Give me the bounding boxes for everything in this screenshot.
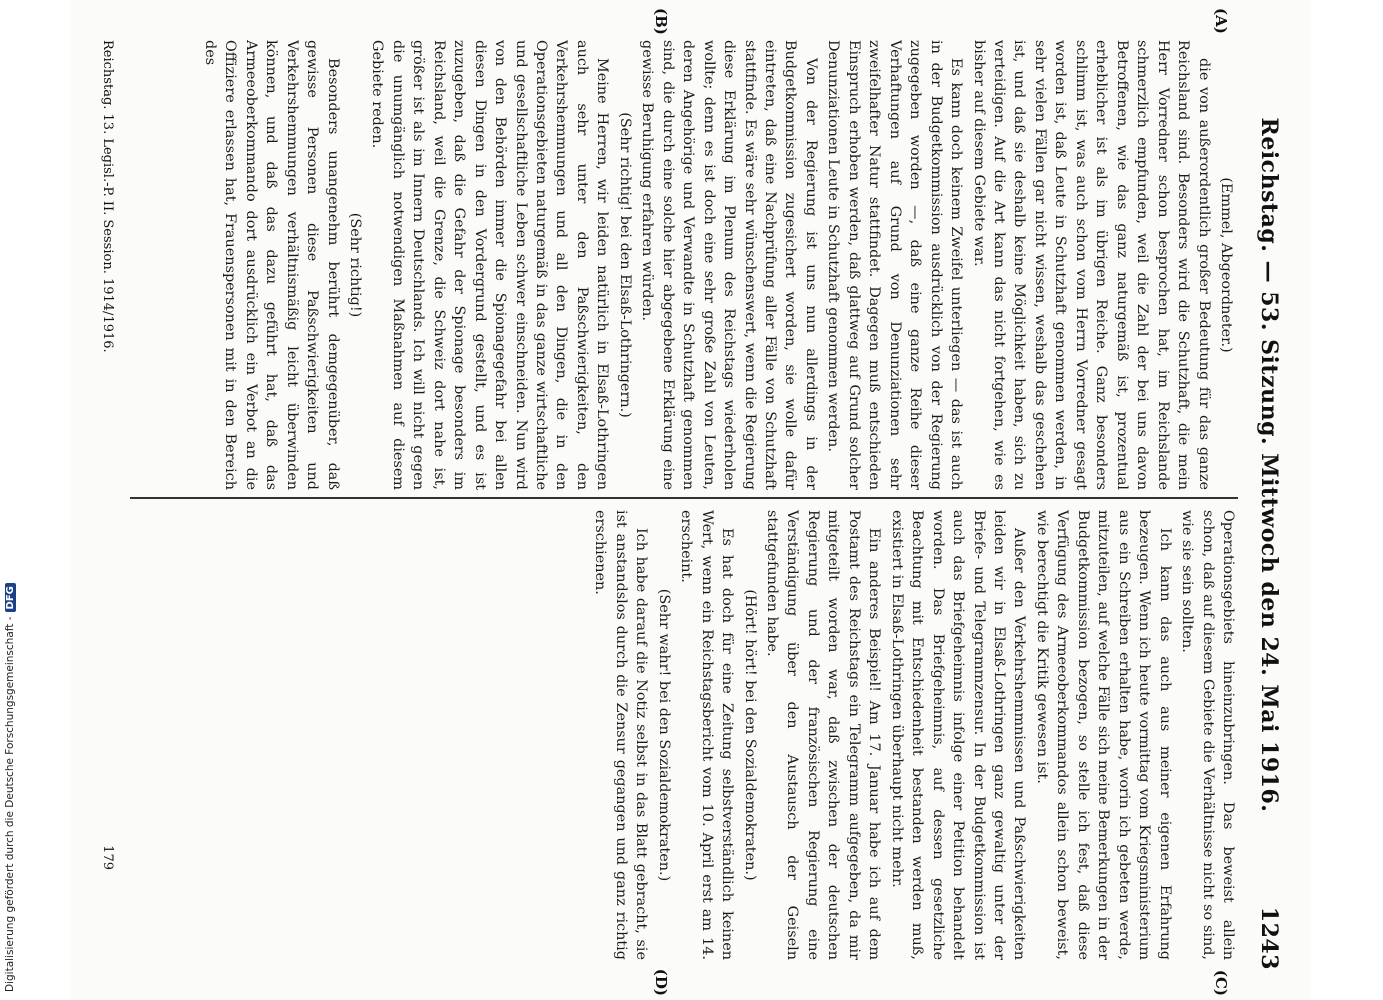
scanned-page: [70, 0, 1310, 1000]
paragraph: (Sehr richtig! bei den Elsaß-Lothringern.): [616, 112, 633, 418]
page-footer: [100, 40, 115, 480]
footer-citation: Reichstag. 13. Legisl.-P. II. Session. 1914/1916.: [100, 40, 115, 353]
column-divider: [130, 497, 1238, 499]
paragraph: Meine Herren, wir leiden natürlich in Elsaß-Lothringen auch sehr unter den Paßschwierigkeiten, den Verkehrshemmungen und all den Dingen, die in den Operationsgebieten naturgemäß in das ganze wirtschaftliche und gesellschaftliche Leben schwer einschneiden. Nun wird von den Behörden immer die Spionagegefahr bei allen diesen Dingen in den Vordergrund gestellt, und es ist zuzugeben, daß die Gefahr der Spionage besonders im Reichsland, weil die Grenze, die Schweiz dort nahe ist, größer ist als im Innern Deutschlands. Ich will nicht gegen die unumgänglich notwendigen Maßnahmen auf diesem Gebiete reden.: [369, 40, 611, 490]
paragraph: Ich kann das auch aus meiner eigenen Erfahrung bezeugen. Wenn ich heute vormittag vom Kriegsministerium aus ein Schreiben erhalten habe, worin ich gebeten werde, mitzuteilen, auf welche Fälle sich meine Bemerkungen in der Budgetkommission bezogen, so stelle ich fest, daß diese Verfügung des Armeeoberkommandos allein schon beweist, wie berechtigt die Kritik gewesen ist.: [1033, 510, 1173, 960]
page-title: Reichstag. — 53. Sitzung. Mittwoch den 24. Mai 1916.: [1256, 117, 1282, 813]
margin-marker-a: (A): [1212, 8, 1230, 34]
page-header: [1248, 40, 1282, 970]
paragraph: Ein anderes Beispiel! Am 17. Januar habe ich auf dem Postamt des Reichstags ein Telegramm aufgegeben, da mir mitgeteilt worden war, daß zwischen der deutschen Regierung und der französischen Regierung eine Verständigung über den Austausch der Geiseln stattgefunden habe.: [764, 510, 883, 960]
paragraph: Es kann doch keinem Zweifel unterliegen — das ist auch in der Budgetkommission ausdrücklich von der Regierung zugegeben worden —, daß eine ganze Reihe dieser Verhaftungen auf Grund von Denunziationen sehr zweifelhafter Natur stattfindet. Dagegen muß entschieden Einspruch erhoben werden, daß glattweg auf Grund solcher Denunziationen Leute in Schutzhaft genommen werden.: [825, 40, 965, 490]
page-number: 1243: [1256, 906, 1282, 970]
paragraph: Ich habe darauf die Notiz selbst in das Blatt gebracht, sie ist anstandslos durch die Zensur gegangen und ganz richtig erschienen.: [592, 510, 650, 960]
footer-sheet-number: 179: [100, 845, 115, 870]
margin-marker-d: (D): [652, 968, 670, 996]
digitisation-note: [2, 0, 18, 1000]
paragraph: Operationsgebiets hineinzubringen. Das beweist allein schon, daß auf diesem Gebiete die Verhältnisse nicht so sind, wie sie sein sollten.: [1179, 510, 1236, 960]
paragraph: Besonders unangenehm berührt demgegenüber, daß gewisse Personen diese Paßschwierigkeiten und Verkehrshemmungen verhältnismäßig leicht überwinden können, und daß das dazu geführt hat, daß das Armeeoberkommando dort ausdrücklich ein Verbot an die Offiziere erlassen hat, Frauenspersonen mit in den Bereich des: [201, 40, 341, 490]
paragraph: Außer den Verkehrshemmnissen und Paßschwierigkeiten leiden wir in Elsaß-Lothringen ganz gewaltig unter der Briefe- und Telegrammzensur. In der Budgetkommission ist auch das Briefgeheimnis infolge einer Petition behandelt worden. Das Briefgeheimnis, auf dessen gesetzliche Beachtung mit Entschiedenheit bestanden werden muß, existiert in Elsaß-Lothringen überhaupt nicht mehr.: [888, 510, 1028, 960]
margin-marker-c: (C): [1212, 969, 1230, 996]
right-column: [130, 510, 1238, 960]
paragraph: Es hat doch für eine Zeitung selbstverständlich keinen Wert, wenn ein Reichstagsbericht vom 10. April erst am 14. erscheint.: [678, 510, 736, 960]
left-column: [130, 40, 1238, 490]
paragraph: Von der Regierung ist uns nun allerdings in der Budgetkommission zugesichert worden, sie wolle dafür eintreten, daß eine Nachprüfung aller Fälle von Schutzhaft stattfinde. Es wäre sehr wünschenswert, wenn die Regierung diese Erklärung im Plenum des Reichstags wiederholen wollte; denn es ist doch eine sehr große Zahl von Leuten, deren Angehörige und Verwandte in Schutzhaft genommen sind, die durch eine solche hier abgegebene Erklärung eine gewisse Beruhigung erfahren würden.: [639, 40, 819, 490]
digitisation-note-text: Digitalisierung gefördert durch die Deutsche Forschungsgemeinschaft -: [4, 616, 16, 992]
paragraph: (Emmel, Abgeordneter.): [1218, 177, 1234, 353]
paragraph: (Sehr wahr! bei den Sozialdemokraten.): [655, 588, 672, 882]
margin-marker-b: (B): [652, 8, 670, 35]
dfg-logo: DFG: [5, 583, 16, 612]
paragraph: (Sehr richtig!): [346, 212, 363, 318]
paragraph: die von außerordentlich großer Bedeutung für das ganze Reichsland sind. Besonders wird die Schutzhaft, die mein Herr Vorredner schon besprochen hat, im Reichslande schmerzlich empfunden, weil die Zahl der bei uns davon Betroffenen, wie das ganz naturgemäß ist, prozentual erheblicher ist als im übrigen Reiche. Ganz besonders schlimm ist, was auch schon vom Herrn Vorredner gesagt worden ist, daß Leute in Schutzhaft genommen werden, in sehr vielen Fällen gar nicht wissen, weshalb das geschehen ist, und daß sie deshalb keine Möglichkeit haben, sich zu verteidigen. Auf die Art kann das nicht fortgehen, wie es bisher auf diesem Gebiete war.: [970, 40, 1212, 490]
paragraph: (Hört! hört! bei den Sozialdemokraten.): [741, 589, 758, 881]
